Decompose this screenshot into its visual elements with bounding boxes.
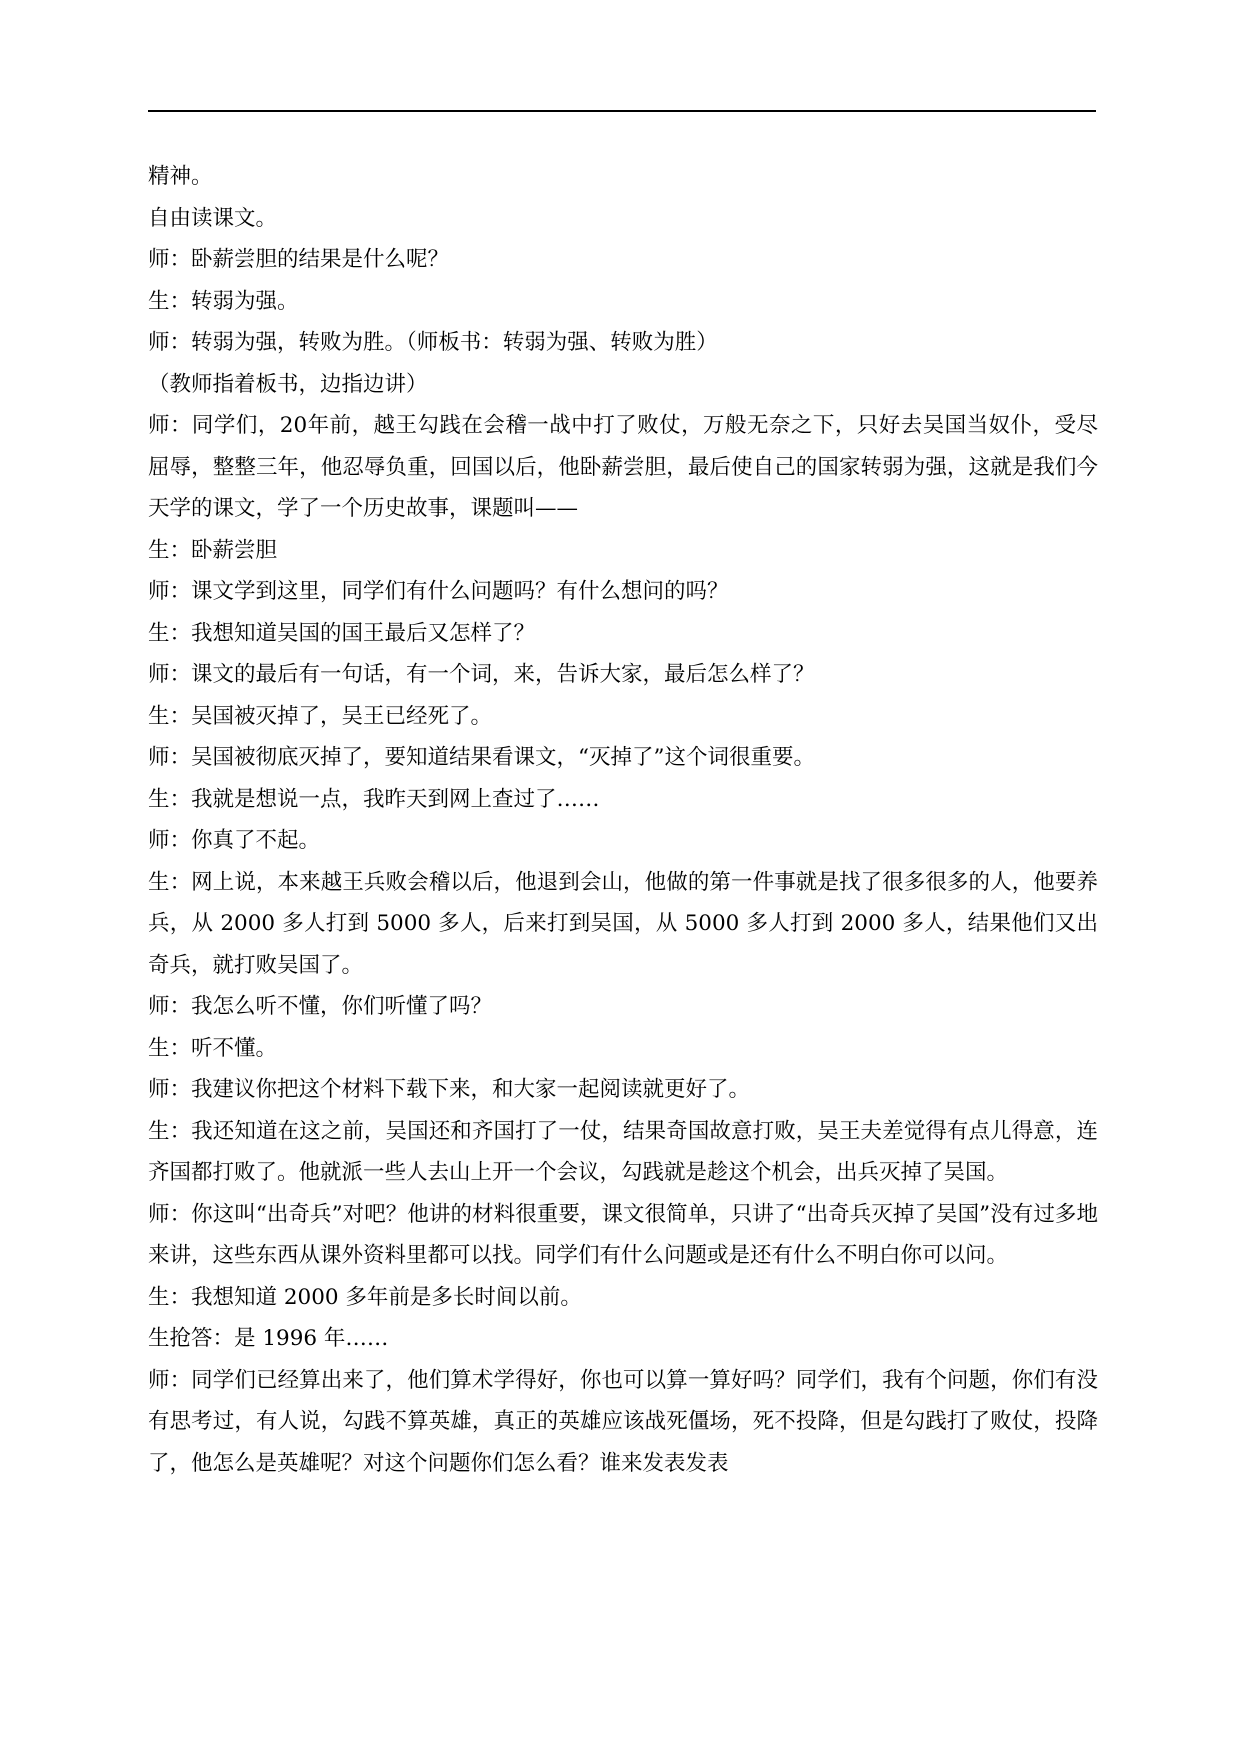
- paragraph: 师：我建议你把这个材料下载下来，和大家一起阅读就更好了。: [148, 1077, 751, 1102]
- paragraph: 师：课文的最后有一句话，有一个词，来，告诉大家，最后怎么样了？: [148, 662, 815, 687]
- paragraph: 师：转弱为强，转败为胜。（师板书：转弱为强、转败为胜）: [148, 330, 718, 355]
- paragraph: 生：卧薪尝胆: [148, 537, 278, 563]
- paragraph: 师：我怎么听不懂，你们听懂了吗？: [148, 994, 493, 1019]
- paragraph: 生：我就是想说一点，我昨天到网上查过了……: [148, 786, 600, 812]
- paragraph: 生：我想知道吴国的国王最后又怎样了？: [148, 620, 536, 646]
- paragraph: 师：你这叫“出奇兵”对吧？他讲的材料很重要，课文很简单，只讲了“出奇兵灭掉了吴国”没有过多地来讲，这些东西从课外资料里都可以找。同学们有什么问题或是还有什么不明白你可以问。: [148, 1201, 1098, 1268]
- paragraph: 生：转弱为强。: [148, 288, 299, 314]
- paragraph: 精神。: [148, 164, 213, 189]
- paragraph: 师：同学们已经算出来了，他们算术学得好，你也可以算一算好吗？同学们，我有个问题，你们有没有思考过，有人说，勾践不算英雄，真正的英雄应该战死僵场，死不投降，但是勾践打了败仗，投降了，他怎么是英雄呢？对这个问题你们怎么看？谁来发表发表: [148, 1367, 1098, 1476]
- paragraph: 生抢答：是 1996 年……: [148, 1326, 389, 1351]
- paragraph: 生：我还知道在这之前，吴国还和齐国打了一仗，结果奇国故意打败，吴王夫差觉得有点儿得意，连齐国都打败了。他就派一些人去山上开一个会议，勾践就是趁这个机会，出兵灭掉了吴国。: [148, 1118, 1098, 1185]
- paragraph: 师：你真了不起。: [148, 828, 321, 853]
- paragraph: 师：课文学到这里，同学们有什么问题吗？有什么想问的吗？: [148, 579, 729, 604]
- paragraph: 师：卧薪尝胆的结果是什么呢？: [148, 247, 450, 272]
- paragraph: 生：我想知道 2000 多年前是多长时间以前。: [148, 1284, 582, 1310]
- document-body: [148, 156, 1098, 1484]
- paragraph: 生：吴国被灭掉了，吴王已经死了。: [148, 703, 493, 729]
- header-rule: [148, 110, 1096, 112]
- paragraph: 师：同学们，20年前，越王勾践在会稽一战中打了败仗，万般无奈之下，只好去吴国当奴仆，受尽屈辱，整整三年，他忍辱负重，回国以后，他卧薪尝胆，最后使自己的国家转弱为强，这就是我们今天学的课文，学了一个历史故事，课题叫——: [148, 413, 1098, 521]
- paragraph: 师：吴国被彻底灭掉了，要知道结果看课文，“灭掉了”这个词很重要。: [148, 745, 815, 770]
- paragraph: （教师指着板书，边指边讲）: [148, 371, 428, 397]
- paragraph: 生：听不懂。: [148, 1035, 278, 1061]
- paragraph: 自由读课文。: [148, 205, 278, 231]
- paragraph: 生：网上说，本来越王兵败会稽以后，他退到会山，他做的第一件事就是找了很多很多的人，他要养兵，从 2000 多人打到 5000 多人，后来打到吴国，从 5000 多人打到 2000 多人，结果他们又出奇兵，就打败吴国了。: [148, 869, 1098, 978]
